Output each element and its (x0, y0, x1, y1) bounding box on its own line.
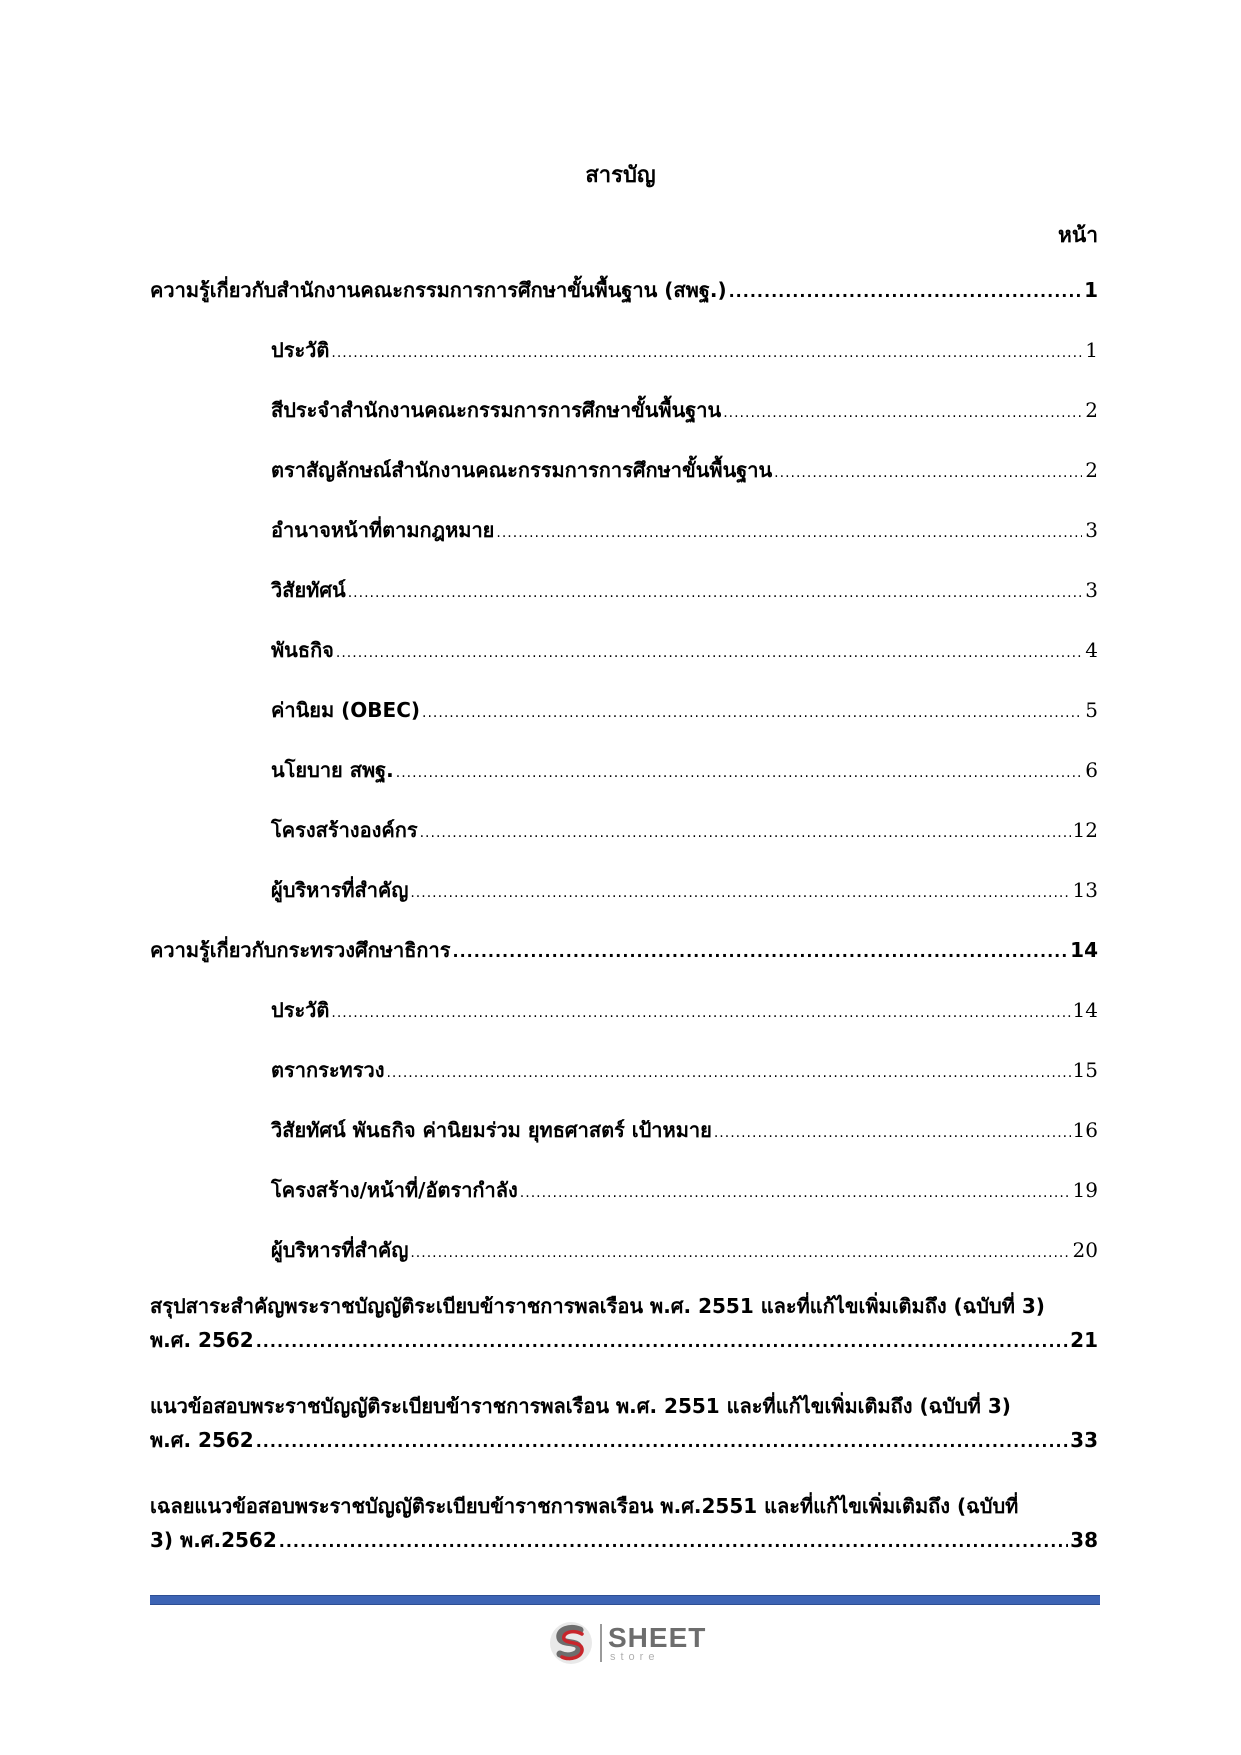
toc-page-number: 14 (1070, 938, 1098, 962)
toc-item-values[interactable] (150, 692, 1098, 752)
toc-entry-title: พันธกิจ (271, 638, 334, 662)
toc-leader-dots (386, 1056, 1070, 1087)
toc-item-ministry-history[interactable] (150, 992, 1098, 1052)
logo-subword: store (610, 1650, 660, 1663)
toc-leader-dots (396, 756, 1082, 787)
toc-item-ministry-vision[interactable] (150, 1112, 1098, 1172)
toc-leader-dots (336, 636, 1082, 667)
toc-item-executives[interactable] (150, 872, 1098, 932)
toc-leader-dots (774, 456, 1082, 487)
toc-page-number: 15 (1072, 1058, 1098, 1082)
toc-leader-dots (496, 516, 1082, 547)
toc-page-number: 6 (1085, 758, 1098, 782)
sheet-store-logo (548, 1620, 706, 1666)
toc-page-number: 38 (1070, 1528, 1098, 1552)
toc-section-exam-answers[interactable] (150, 1492, 1098, 1560)
toc-entry-title: ตรากระทรวง (271, 1058, 385, 1082)
toc-item-ministry-executives[interactable] (150, 1232, 1098, 1292)
toc-page-number: 12 (1072, 818, 1098, 842)
toc-entry-title: โครงสร้างองค์กร (271, 818, 418, 842)
toc-entry-title: อำนาจหน้าที่ตามกฎหมาย (271, 518, 495, 542)
toc-leader-dots (422, 696, 1082, 727)
toc-leader-dots (723, 396, 1082, 427)
toc-item-history[interactable] (150, 332, 1098, 392)
toc-entry-title: สีประจำสำนักงานคณะกรรมการการศึกษาขั้นพื้นฐาน (271, 398, 722, 422)
toc-page-number: 1 (1084, 278, 1098, 302)
toc-item-color[interactable] (150, 392, 1098, 452)
sheet-store-logo-icon (548, 1620, 594, 1666)
toc-page-number: 13 (1072, 878, 1098, 902)
toc-item-vision[interactable] (150, 572, 1098, 632)
toc-leader-dots (331, 336, 1082, 367)
logo-divider (600, 1624, 602, 1662)
toc-page-number: 14 (1072, 998, 1098, 1022)
toc-page-number: 33 (1070, 1428, 1098, 1452)
toc-leader-dots (279, 1526, 1068, 1556)
toc-entry-title: ตราสัญลักษณ์สำนักงานคณะกรรมการการศึกษาขั้นพื้นฐาน (271, 458, 773, 482)
toc-entry-title: แนวข้อสอบพระราชบัญญัติระเบียบข้าราชการพลเรือน พ.ศ. 2551 และที่แก้ไขเพิ่มเติมถึง (ฉบับที่ 3) (150, 1394, 1011, 1418)
toc-item-ministry-structure[interactable] (150, 1172, 1098, 1232)
toc-leader-dots (410, 1236, 1070, 1267)
toc-entry-title-continued: 3) พ.ศ.2562 (150, 1528, 277, 1552)
toc-entry-title: ผู้บริหารที่สำคัญ (271, 1238, 409, 1262)
toc-entry-title: ค่านิยม (OBEC) (271, 698, 421, 722)
toc-page-number: 21 (1070, 1328, 1098, 1352)
logo-text (608, 1621, 707, 1663)
toc-section-practice-exam[interactable] (150, 1392, 1098, 1460)
toc-entry-title: ประวัติ (271, 338, 330, 362)
table-of-contents (150, 272, 1098, 1592)
footer-divider-bar (150, 1595, 1100, 1605)
logo-word: SHEET (608, 1621, 707, 1653)
toc-entry-title: ความรู้เกี่ยวกับกระทรวงศึกษาธิการ (150, 938, 451, 962)
toc-leader-dots (453, 936, 1069, 966)
toc-page-number: 16 (1072, 1118, 1098, 1142)
toc-entry-title: นโยบาย สพฐ. (271, 758, 394, 782)
toc-item-emblem[interactable] (150, 452, 1098, 512)
toc-leader-dots (256, 1426, 1068, 1456)
toc-entry-title: วิสัยทัศน์ (271, 578, 346, 602)
toc-page-number: 19 (1072, 1178, 1098, 1202)
toc-section-obec[interactable] (150, 272, 1098, 332)
toc-leader-dots (410, 876, 1070, 907)
toc-page-number: 3 (1085, 518, 1098, 542)
toc-leader-dots (331, 996, 1070, 1027)
toc-page-number: 1 (1085, 338, 1098, 362)
toc-entry-title: ความรู้เกี่ยวกับสำนักงานคณะกรรมการการศึกษาขั้นพื้นฐาน (สพฐ.) (150, 278, 727, 302)
toc-item-mission[interactable] (150, 632, 1098, 692)
toc-leader-dots (714, 1116, 1071, 1147)
toc-page-number: 4 (1085, 638, 1098, 662)
page-title: สารบัญ (585, 163, 656, 188)
toc-item-ministry-seal[interactable] (150, 1052, 1098, 1112)
toc-leader-dots (348, 576, 1082, 607)
toc-leader-dots (729, 276, 1082, 306)
toc-page-number: 2 (1085, 458, 1098, 482)
toc-page-number: 2 (1085, 398, 1098, 422)
toc-entry-title: เฉลยแนวข้อสอบพระราชบัญญัติระเบียบข้าราชการพลเรือน พ.ศ.2551 และที่แก้ไขเพิ่มเติมถึง (ฉบับที่ (150, 1494, 1019, 1518)
toc-entry-title: โครงสร้าง/หน้าที่/อัตรากำลัง (271, 1178, 518, 1202)
toc-item-policy[interactable] (150, 752, 1098, 812)
toc-leader-dots (256, 1326, 1068, 1356)
toc-entry-title-continued: พ.ศ. 2562 (150, 1328, 254, 1352)
toc-page-number: 3 (1085, 578, 1098, 602)
toc-section-ministry[interactable] (150, 932, 1098, 992)
toc-entry-title: ผู้บริหารที่สำคัญ (271, 878, 409, 902)
toc-leader-dots (520, 1176, 1071, 1207)
toc-leader-dots (420, 816, 1071, 847)
toc-entry-title-continued: พ.ศ. 2562 (150, 1428, 254, 1452)
toc-item-authority[interactable] (150, 512, 1098, 572)
toc-section-civil-service-summary[interactable] (150, 1292, 1098, 1360)
toc-entry-title: ประวัติ (271, 998, 330, 1022)
toc-entry-title: สรุปสาระสำคัญพระราชบัญญัติระเบียบข้าราชการพลเรือน พ.ศ. 2551 และที่แก้ไขเพิ่มเติมถึง (ฉบับที่ 3) (150, 1294, 1045, 1318)
toc-page-number: 20 (1072, 1238, 1098, 1262)
toc-entry-title: วิสัยทัศน์ พันธกิจ ค่านิยมร่วม ยุทธศาสตร์ เป้าหมาย (271, 1118, 712, 1142)
toc-item-org-structure[interactable] (150, 812, 1098, 872)
page-column-header: หน้า (1058, 223, 1098, 247)
toc-page-number: 5 (1085, 698, 1098, 722)
